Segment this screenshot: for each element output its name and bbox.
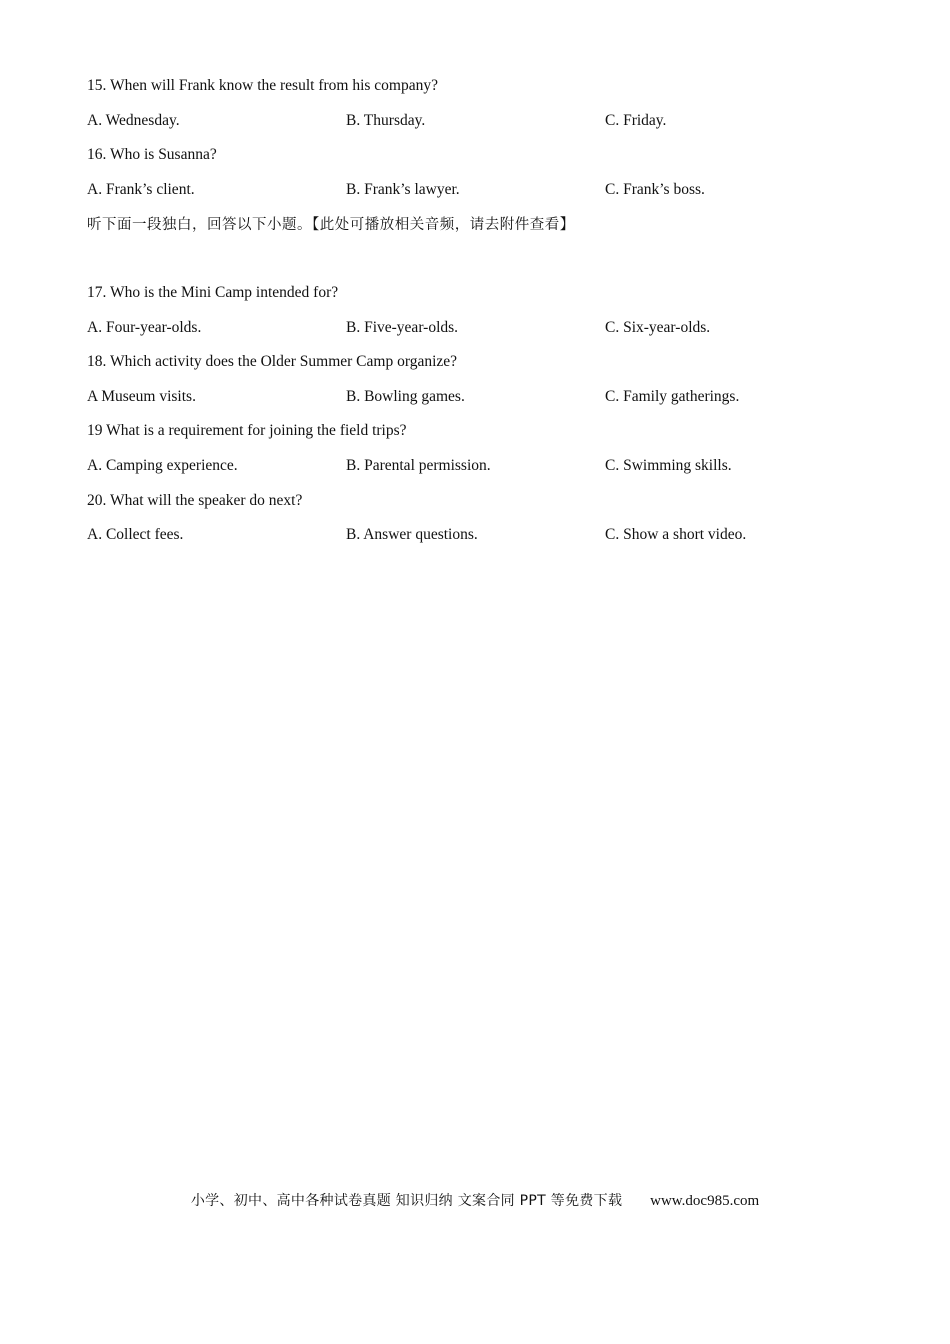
question-16-stem: 16. Who is Susanna? xyxy=(87,146,217,163)
question-17-option-c: C. Six-year-olds. xyxy=(605,319,711,336)
footer-text: 小学、初中、高中各种试卷真题 知识归纳 文案合同 PPT 等免费下载 xyxy=(190,1193,623,1209)
question-15-option-a: A. Wednesday. xyxy=(87,112,180,129)
question-17-option-b: B. Five-year-olds. xyxy=(346,319,459,336)
question-15-option-c: C. Friday. xyxy=(605,112,667,129)
question-20-option-b: B. Answer questions. xyxy=(346,526,478,543)
question-16-option-a: A. Frank’s client. xyxy=(87,181,195,198)
question-19-option-c: C. Swimming skills. xyxy=(605,457,732,474)
question-19-option-a: A. Camping experience. xyxy=(87,457,238,474)
question-17-stem: 17. Who is the Mini Camp intended for? xyxy=(87,284,339,301)
question-19-option-b: B. Parental permission. xyxy=(346,457,491,474)
question-18-option-a: A Museum visits. xyxy=(87,388,196,405)
question-17-option-a: A. Four-year-olds. xyxy=(87,319,202,336)
page-footer xyxy=(0,1191,950,1211)
question-20-option-a: A. Collect fees. xyxy=(87,526,184,543)
question-15-option-b: B. Thursday. xyxy=(346,112,426,129)
listening-instruction: 听下面一段独白，回答以下小题。【此处可播放相关音频，请去附件查看】 xyxy=(87,217,575,233)
question-15-stem: 15. When will Frank know the result from his company? xyxy=(87,77,438,94)
footer-url-link[interactable]: www.doc985.com xyxy=(650,1193,760,1209)
question-18-option-c: C. Family gatherings. xyxy=(605,388,740,405)
question-16-option-c: C. Frank’s boss. xyxy=(605,181,705,198)
question-19-stem: 19 What is a requirement for joining the field trips? xyxy=(87,422,407,439)
question-18-stem: 18. Which activity does the Older Summer Camp organize? xyxy=(87,353,458,370)
question-20-stem: 20. What will the speaker do next? xyxy=(87,492,303,509)
question-20-option-c: C. Show a short video. xyxy=(605,526,747,543)
question-16-option-b: B. Frank’s lawyer. xyxy=(346,181,460,198)
question-18-option-b: B. Bowling games. xyxy=(346,388,465,405)
